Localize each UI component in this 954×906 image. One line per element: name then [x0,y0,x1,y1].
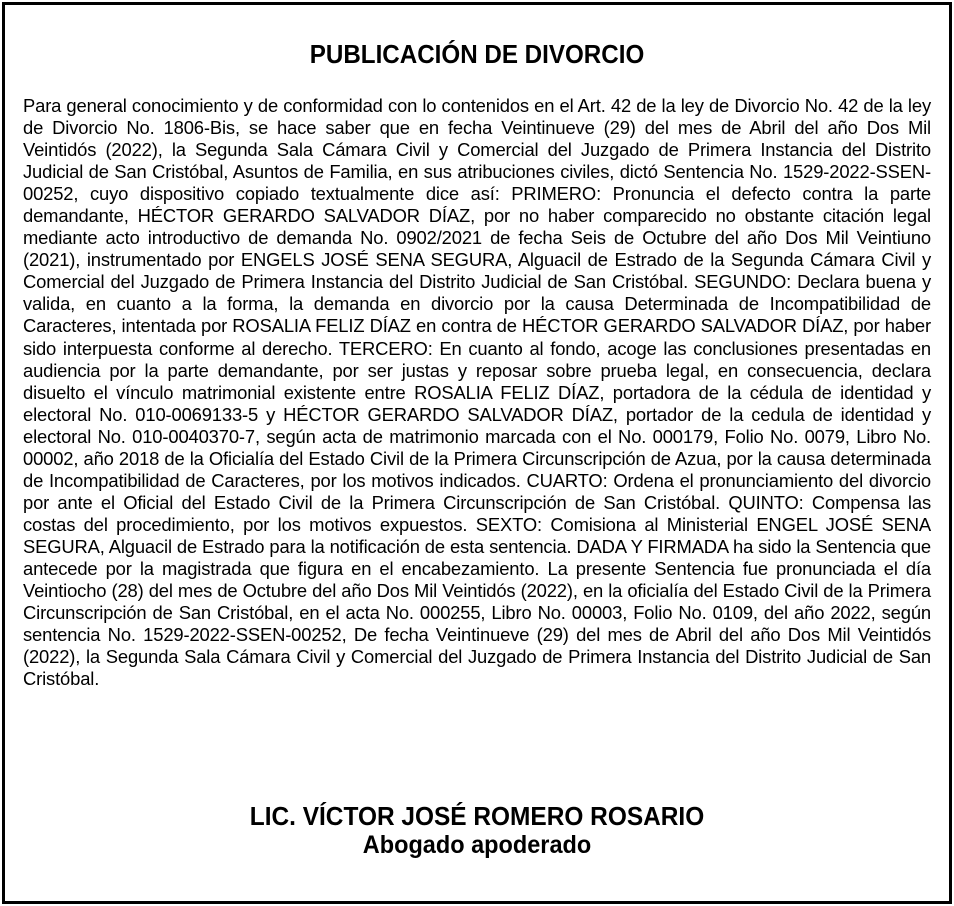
signature-block [5,802,949,860]
notice-title: PUBLICACIÓN DE DIVORCIO [309,39,645,69]
signature-role: Abogado apoderado [362,831,592,859]
signature-name: LIC. VÍCTOR JOSÉ ROMERO ROSARIO [249,801,705,831]
notice-body: Para general conocimiento y de conformidad con lo contenidos en el Art. 42 de la ley de Divorcio No. 42 de la ley de Divorcio No. 1806-Bis, se hace saber que en fecha Veintinueve (29) del mes de Abril del año Dos Mil Veintidós (2022), la Segunda Sala Cámara Civil y Comercial del Juzgado de Primera Instancia del Distrito Judicial de San Cristóbal, Asuntos de Familia, en sus atribuciones civiles, dictó Sentencia No. 1529-2022-SSEN-00252, cuyo dispositivo copiado textualmente dice así: PRIMERO: Pronuncia el defecto contra la parte demandante, HÉCTOR GERARDO SALVADOR DÍAZ, por no haber comparecido no obstante citación legal mediante acto introductivo de demanda No. 0902/2021 de fecha Seis de Octubre del año Dos Mil Veintiuno (2021), instrumentado por ENGELS JOSÉ SENA SEGURA, Alguacil de Estrado de la Segunda Cámara Civil y Comercial del Juzgado de Primera Instancia del Distrito Judicial de San Cristóbal. SEGUNDO: Declara buena y valida, en cuanto a la forma, la demanda en divorcio por la causa Determinada de Incompatibilidad de Caracteres, intentada por ROSALIA FELIZ DÍAZ en contra de HÉCTOR GERARDO SALVADOR DÍAZ, por haber sido interpuesta conforme al derecho. TERCERO: En cuanto al fondo, acoge las conclusiones presentadas en audiencia por la parte demandante, por ser justas y reposar sobre prueba legal, en consecuencia, declara disuelto el vínculo matrimonial existente entre ROSALIA FELIZ DÍAZ, portadora de la cédula de identidad y electoral No. 010-0069133-5 y HÉCTOR GERARDO SALVADOR DÍAZ, portador de la cedula de identidad y electoral No. 010-0040370-7, según acta de matrimonio marcada con el No. 000179, Folio No. 0079, Libro No. 00002, año 2018 de la Oficialía del Estado Civil de la Primera Circunscripción de Azua, por la causa determinada de Incompatibilidad de Caracteres, por los motivos indicados. CUARTO: Ordena el pronunciamiento del divorcio por ante el Oficial del Estado Civil de la Primera Circunscripción de San Cristóbal. QUINTO: Compensa las costas del procedimiento, por los motivos expuestos. SEXTO: Comisiona al Ministerial ENGEL JOSÉ SENA SEGURA, Alguacil de Estrado para la notificación de esta sentencia. DADA Y FIRMADA ha sido la Sentencia que antecede por la magistrada que figura en el encabezamiento. La presente Sentencia fue pronunciada el día Veintiocho (28) del mes de Octubre del año Dos Mil Veintidós (2022), en la oficialía del Estado Civil de la Primera Circunscripción de San Cristóbal, en el acta No. 000255, Libro No. 00003, Folio No. 0109, del año 2022, según sentencia No. 1529-2022-SSEN-00252, De fecha Veintinueve (29) del mes de Abril del año Dos Mil Veintidós (2022), la Segunda Sala Cámara Civil y Comercial del Juzgado de Primera Instancia del Distrito Judicial de San Cristóbal. [23,95,931,690]
divorce-notice [2,2,952,904]
